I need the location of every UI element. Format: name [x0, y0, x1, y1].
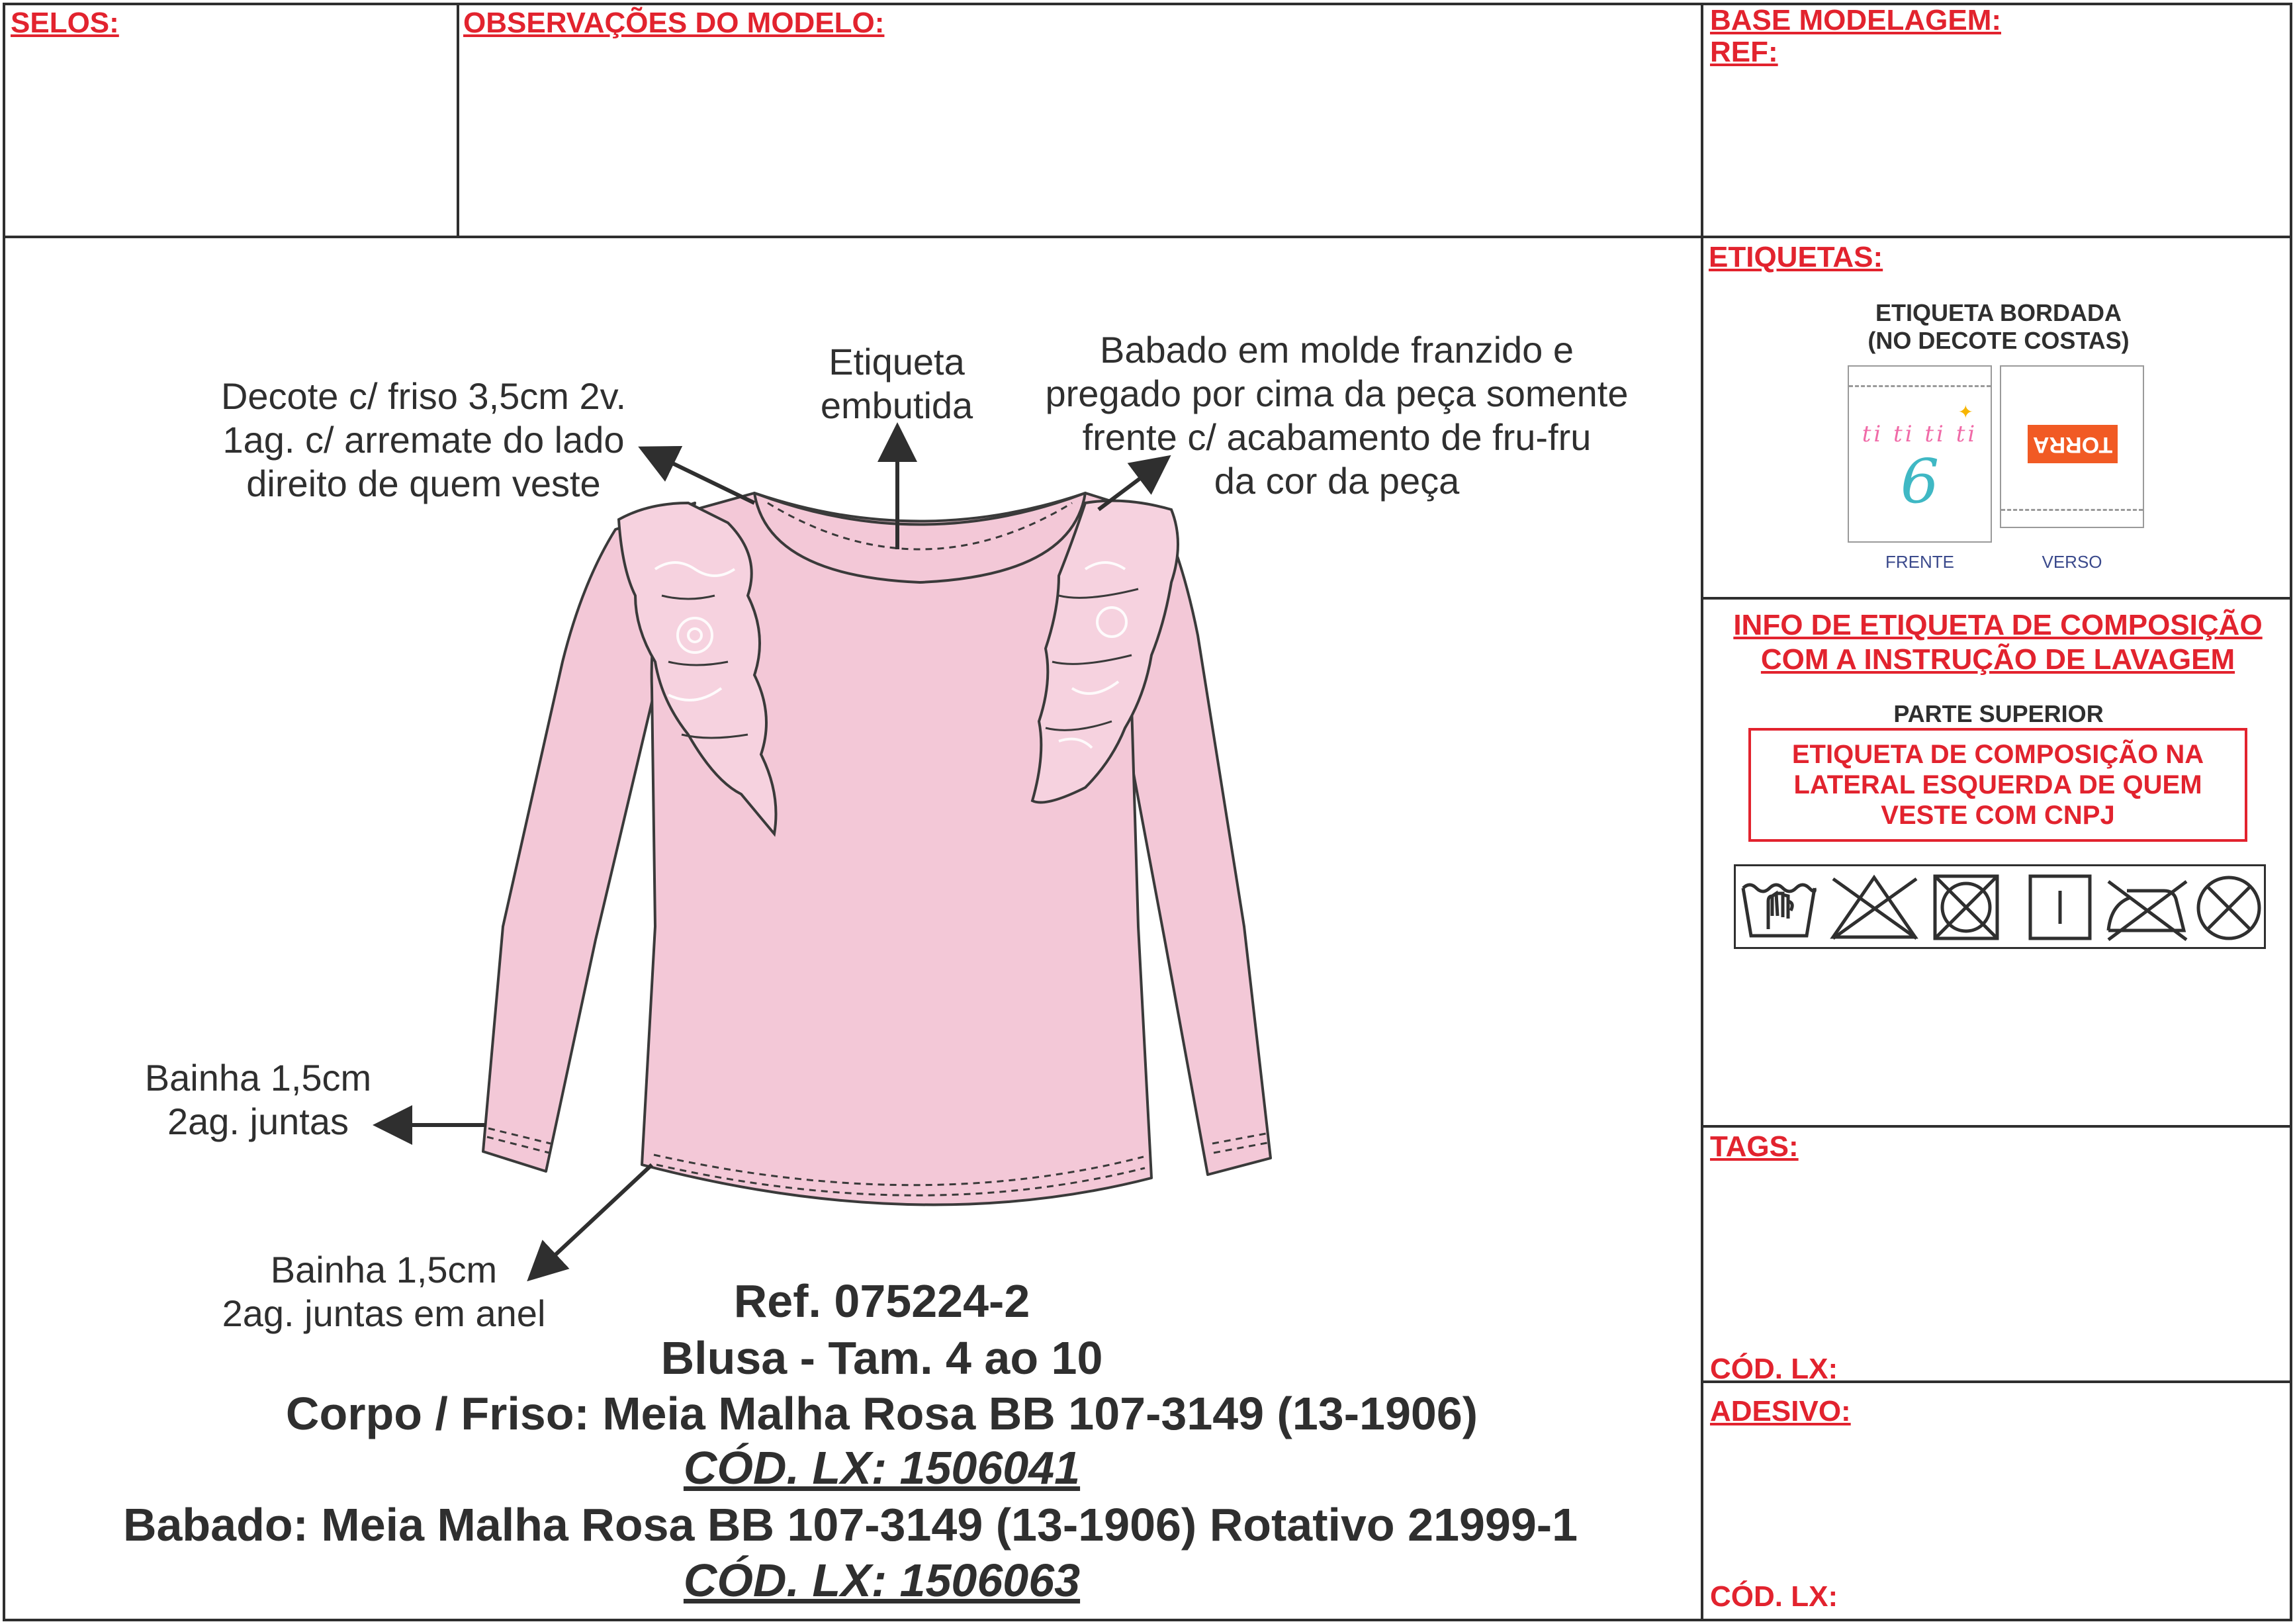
label-front [1848, 365, 1992, 543]
etiqueta-bordada-sub: (NO DECOTE COSTAS) [1868, 327, 2130, 354]
label-back [2000, 365, 2144, 528]
selos-header: SELOS: [11, 7, 119, 39]
verso-caption: VERSO [2042, 552, 2102, 572]
line-dry-icon [2030, 876, 2090, 938]
adesivo-cod-lx: CÓD. LX: [1710, 1580, 1838, 1613]
tags-cod-lx: CÓD. LX: [1710, 1353, 1838, 1385]
composicao-box: ETIQUETA DE COMPOSIÇÃO NA LATERAL ESQUERDA DE QUEM VESTE COM CNPJ [1748, 728, 2247, 842]
babado-note: Babado em molde franzido e pregado por cima da peça somente frente c/ acabamento de fru-fru da cor da peça [1045, 329, 1629, 502]
info-header-line2: COM A INSTRUÇÃO DE LAVAGEM [1760, 643, 2235, 676]
info-header-line1: INFO DE ETIQUETA DE COMPOSIÇÃO [1733, 609, 2263, 641]
label-size: 6 [1900, 446, 1940, 517]
bainha-corpo-note: Bainha 1,5cm 2ag. juntas em anel [222, 1249, 546, 1334]
hand-wash-icon [1743, 885, 1815, 936]
label-brand-text: ti ti ti ti [1862, 421, 1978, 447]
base-modelagem-header: BASE MODELAGEM: [1710, 4, 2001, 36]
decote-note: Decote c/ friso 3,5cm 2v. 1ag. c/ arremate do lado direito de quem veste [220, 375, 627, 504]
etiqueta-bordada-label: ETIQUETA BORDADA [1875, 299, 2122, 326]
bainha-manga-note: Bainha 1,5cm 2ag. juntas [144, 1057, 372, 1142]
observacoes-header: OBSERVAÇÕES DO MODELO: [463, 7, 885, 39]
adesivo-header: ADESIVO: [1710, 1395, 1851, 1427]
frente-caption: FRENTE [1885, 552, 1954, 572]
product-desc: Blusa - Tam. 4 ao 10 [660, 1332, 1103, 1384]
product-cod-2: CÓD. LX: 1506063 [683, 1555, 1081, 1606]
no-dry-clean-icon [2198, 878, 2259, 938]
product-babado: Babado: Meia Malha Rosa BB 107-3149 (13-1906) Rotativo 21999-1 [122, 1499, 1578, 1551]
ref-header: REF: [1710, 36, 1778, 68]
product-corpo: Corpo / Friso: Meia Malha Rosa BB 107-3149 (13-1906) [285, 1388, 1478, 1439]
no-bleach-icon [1833, 878, 1916, 938]
etiquetas-header: ETIQUETAS: [1709, 241, 1883, 273]
etiqueta-note: Etiqueta embutida [820, 341, 973, 426]
parte-superior-label: PARTE SUPERIOR [1893, 700, 2104, 727]
sparkle-icon: ✦ [1958, 402, 1973, 422]
product-cod-1: CÓD. LX: 1506041 [683, 1442, 1081, 1494]
care-symbols [1734, 864, 2266, 949]
no-tumble-dry-icon [1935, 876, 1997, 938]
divider-info [1701, 1125, 2292, 1128]
no-iron-icon [2108, 881, 2186, 940]
tags-header: TAGS: [1710, 1130, 1799, 1163]
divider-etiquetas [1701, 597, 2292, 600]
arrow-decote [645, 450, 754, 503]
label-back-brand: TORRA [2028, 425, 2118, 463]
product-ref: Ref. 075224-2 [733, 1275, 1030, 1327]
